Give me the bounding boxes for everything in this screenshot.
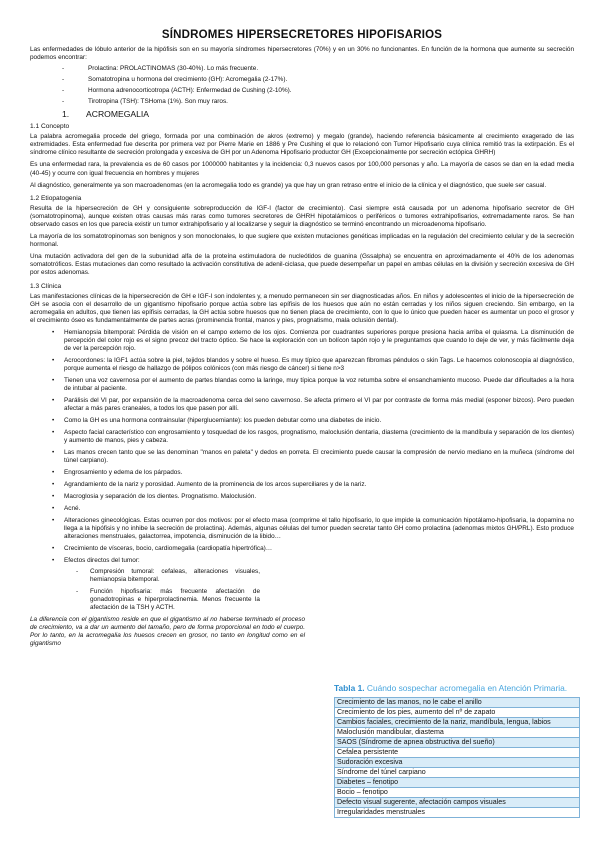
list-item: • Engrosamiento y edema de los párpados.: [30, 469, 574, 477]
list-item: • Acrocordones: la IGF1 actúa sobre la piel, tejidos blandos y sobre el hueso. Es muy típico que aparezcan fibromas péndulos o skin Tags. Le hacemos colonoscopia al diagnóstico, porque aumenta el riesgo de hallazgo de pólipos colónicos (con más riesgo de cáncer) si tiene n>3: [30, 357, 574, 373]
subsection-heading: 1.2 Etiopatogenia: [30, 194, 82, 202]
table-cell: Defecto visual sugerente, afectación campos visuales: [335, 798, 580, 808]
table-cell: Crecimiento de los pies, aumento del nº de zapato: [335, 708, 580, 718]
table-row: [335, 738, 580, 748]
paragraph: Al diagnóstico, generalmente ya son macroadenomas (en la acromegalia todo es grande) ya que hay un gran retraso entre el inicio de la clínica y el diagnóstico, que suele ser casual.: [30, 181, 547, 189]
table-cell: Sudoración excesiva: [335, 758, 580, 768]
table-cell: SAOS (Síndrome de apnea obstructiva del sueño): [335, 738, 580, 748]
table-caption: [334, 683, 584, 694]
table-cell: Cefalea persistente: [335, 748, 580, 758]
table-row: [335, 778, 580, 788]
closing-paragraph: La diferencia con el gigantismo reside en que el gigantismo al no haberse terminado el proceso de crecimiento, va a dar un aumento del tamaño, pero de forma proporcional en todo el cuerpo. Por lo tanto, en la acromegalia los huesos crecen en grosor, no tanto en longitud como en el gigantismo: [30, 615, 305, 648]
list-item: • Macroglosia y separación de los dientes. Prognatismo. Maloclusión.: [30, 493, 574, 501]
table-cell: Síndrome del túnel carpiano: [335, 768, 580, 778]
table-cell: Maloclusión mandibular, diastema: [335, 728, 580, 738]
list-item: • Parálisis del VI par, por expansión de la macroadenoma cerca del seno cavernoso. Se afecta primero el VI par por contraste de forma más medial (esponer bizcos). Pero pueden afectar a más pares craneales, a todos los que pasen por allí.: [30, 397, 574, 413]
table-row: [335, 748, 580, 758]
table-row: [335, 808, 580, 818]
sub-list: [64, 568, 304, 612]
table-caption-text: Cuándo sospechar acromegalia en Atención Primaria.: [366, 683, 568, 693]
list-item: • Aspecto facial característico con engrosamiento y tosquedad de los rasgos, prognatismo, maloclusión dentaria, diastema (crecimiento de la mandíbula y separación de los dientes) y aumento de manos, pies y cabeza.: [30, 429, 574, 445]
list-item: • Alteraciones ginecológicas. Estas ocurren por dos motivos: por el efecto masa (comprime el tallo hipofisario, lo que impide la comunicación hipotálamo-hipofisaria, la dopamina no llega a la hipófisis y no inhibe la secreción de prolactina). Además, algunas células del tumor pueden secretar tanto GH como prolactina (adenomas mixtos GH/PRL). Esto produce alteraciones menstruales, galactorrea, impotencia, disminución de la libido…: [30, 517, 574, 541]
list-item: • Tienen una voz cavernosa por el aumento de partes blandas como la laringe, muy típica porque la voz retumba sobre el ensanchamiento mucoso. Puede dar dificultades a la hora de intubar al paciente.: [30, 377, 574, 393]
document-title: SÍNDROMES HIPERSECRETORES HIPOFISARIOS: [161, 29, 443, 41]
table-row: [335, 788, 580, 798]
list-item: - Somatotropina u hormona del crecimiento (GH): Acromegalia (2-17%).: [30, 76, 574, 84]
table-row: [335, 768, 580, 778]
table-label: Tabla 1.: [334, 683, 365, 693]
paragraph: Las manifestaciones clínicas de la hipersecreción de GH e IGF-I son indolentes y, a menudo permanecen sin ser diagnosticadas años. En niños y adolescentes el inicio de la hipersecreción de GH se asocia con el desarrollo de un gigantismo hipofisario porque actúa sobre las epífisis de los huesos que aún no están cerradas y los niños siguen creciendo. Sin embargo, en la acromegalia en adultos, que tienen las epífisis cerradas, la GH actúa sobre huesos que no tienen placa de crecimiento, con lo que lo único que pueden hacer es aumentar un poco el grosor y el crecimiento óseo es fundamentalmente de partes acras (prominencia frontal, manos y pies, prognatismo, mala oclusión dental).: [30, 292, 574, 324]
paragraph: Una mutación activadora del gen de la subunidad alfa de la proteína estimuladora de nucleótidos de guanina (Gssalpha) se encuentra en aproximadamente el 40% de los adenomas somatotróficos. Estas mutaciones dan como resultado la activación constitutiva de adenil-ciclasa, que puede desempeñar un papel en ambas células en la división y secreción excesiva de GH por estos adenomas.: [30, 253, 574, 277]
hormone-list: [30, 65, 574, 106]
table-row: [335, 728, 580, 738]
list-item: • Las manos crecen tanto que se las denominan "manos en paleta" y dedos en porreta. El crecimiento puede causar la compresión de nervio mediano en la muñeca (síndrome del túnel carpiano).: [30, 449, 574, 465]
subsection-heading: 1.3 Clínica: [30, 282, 62, 290]
list-item: • Como la GH es una hormona contrainsular (hiperglucemiante): los pueden debutar como una diabetes de inicio.: [30, 417, 574, 425]
table-cell: Cambios faciales, crecimiento de la nariz, mandíbula, lengua, labios: [335, 718, 580, 728]
paragraph: Resulta de la hipersecreción de GH y consiguiente sobreproducción de IGF-I (factor de crecimiento). Casi siempre está causada por un adenoma hipofisario secretor de GH (somatotropinoma), aunque existen otras causas más raras como tumores secretores de GHRH hipotalámicos o periféricos o tumores extrahipofisarios, extremadamente raros. Se han observado casos en los que parecía existir un tumor extrahipofisario y al localizarse y seguir la diagnóstico se terminó encontrando un microadenoma hipofisario.: [30, 204, 574, 228]
list-item: • Agrandamiento de la nariz y porosidad. Aumento de la prominencia de los arcos superciliares y de la nariz.: [30, 481, 574, 489]
paragraph: Es una enfermedad rara, la prevalencia es de 60 casos por 1000000 habitantes y la incidencia: 0,3 nuevos casos por 100,000 personas y año. La mayoría de casos se dan en la edad media (40-45) y ocurre con igual frecuencia en hombres y mujeres: [30, 161, 574, 177]
list-item: • Hemianopsia bitemporal: Pérdida de visión en el campo externo de los ojos. Comienza por cuadrantes superiores porque presiona hacia arriba el quiasma. La disminución de percepción del color rojo es el signo precoz del tracto óptico. Se hace la exploración con un bolícon tapón rojo y le preguntamos que cuando lo deje de ver, y más fácilmente deja de ver la percepción rojo.: [30, 329, 574, 353]
section-title: ACROMEGALIA: [86, 109, 150, 120]
table-row: [335, 698, 580, 708]
table-row: [335, 708, 580, 718]
list-item: - Hormona adrenocorticotropa (ACTH): Enfermedad de Cushing (2-10%).: [30, 87, 574, 95]
table-row: [335, 798, 580, 808]
list-item: • Acné.: [30, 505, 574, 513]
table-cell: Crecimiento de las manos, no le cabe el anillo: [335, 698, 580, 708]
suspicion-table: [334, 683, 584, 818]
paragraph: La mayoría de los somatotropinomas son benignos y son monoclonales, lo que sugiere que existen mutaciones genéticas implicadas en la regulación del crecimiento celular y de la secreción hormonal.: [30, 233, 574, 249]
paragraph: La palabra acromegalia procede del griego, formada por una combinación de akros (extremo) y megalo (grande), haciendo referencia básicamente al crecimiento exagerado de las extremidades. Esta enfermedad fue descrita por primera vez por Pierre Marie en 1886 y Pre Cushing el que lo relacionó con Tumor Hipofisario cuya clínica remitió tras la extirpación. Es el síndrome clínico resultante de secreción prolongada y excesiva de GH por un Adenoma Hipofisario productor GH (Excepcionalmente por secreción ectópica GHRH): [30, 133, 574, 157]
sub-list-item: - Compresión tumoral: cefaleas, alteraciones visuales, hemianopsia bitemporal.: [64, 568, 260, 584]
list-item: - Prolactina: PROLACTINOMAS (30-40%). Lo más frecuente.: [30, 65, 574, 73]
intro-paragraph: Las enfermedades de lóbulo anterior de la hipófisis son en su mayoría síndromes hipersecretores (70%) y en un 30% no funcionantes. En función de la hormona que aumente su secreción podemos encontrar:: [30, 46, 574, 62]
list-item: [30, 557, 304, 612]
table-cell: Bocio – fenotipo: [335, 788, 580, 798]
subsection-heading: 1.1 Concepto: [30, 123, 70, 131]
list-item-label: Efectos directos del tumor:: [64, 556, 140, 564]
table-row: [335, 718, 580, 728]
section-heading-acromegalia: [62, 109, 574, 120]
table-cell: Diabetes – fenotipo: [335, 778, 580, 788]
list-item: • Crecimiento de vísceras, bocio, cardiomegalia (cardiopatía hipertrófica)…: [30, 545, 304, 553]
tumor-effects-list: [30, 545, 574, 612]
sub-list-item: - Función hipofisaria: más frecuente afectación de gonadotropinas e hiperprolactinemia. Menos frecuente la afectación de la TSH y ACTH.: [64, 588, 260, 612]
table-cell: Irregularidades menstruales: [335, 808, 580, 818]
table-row: [335, 758, 580, 768]
section-number: 1.: [62, 109, 70, 120]
list-item: - Tirotropina (TSH): TSHoma (1%). Son muy raros.: [30, 98, 574, 106]
table: [334, 697, 580, 818]
clinical-signs-list: [30, 329, 574, 541]
